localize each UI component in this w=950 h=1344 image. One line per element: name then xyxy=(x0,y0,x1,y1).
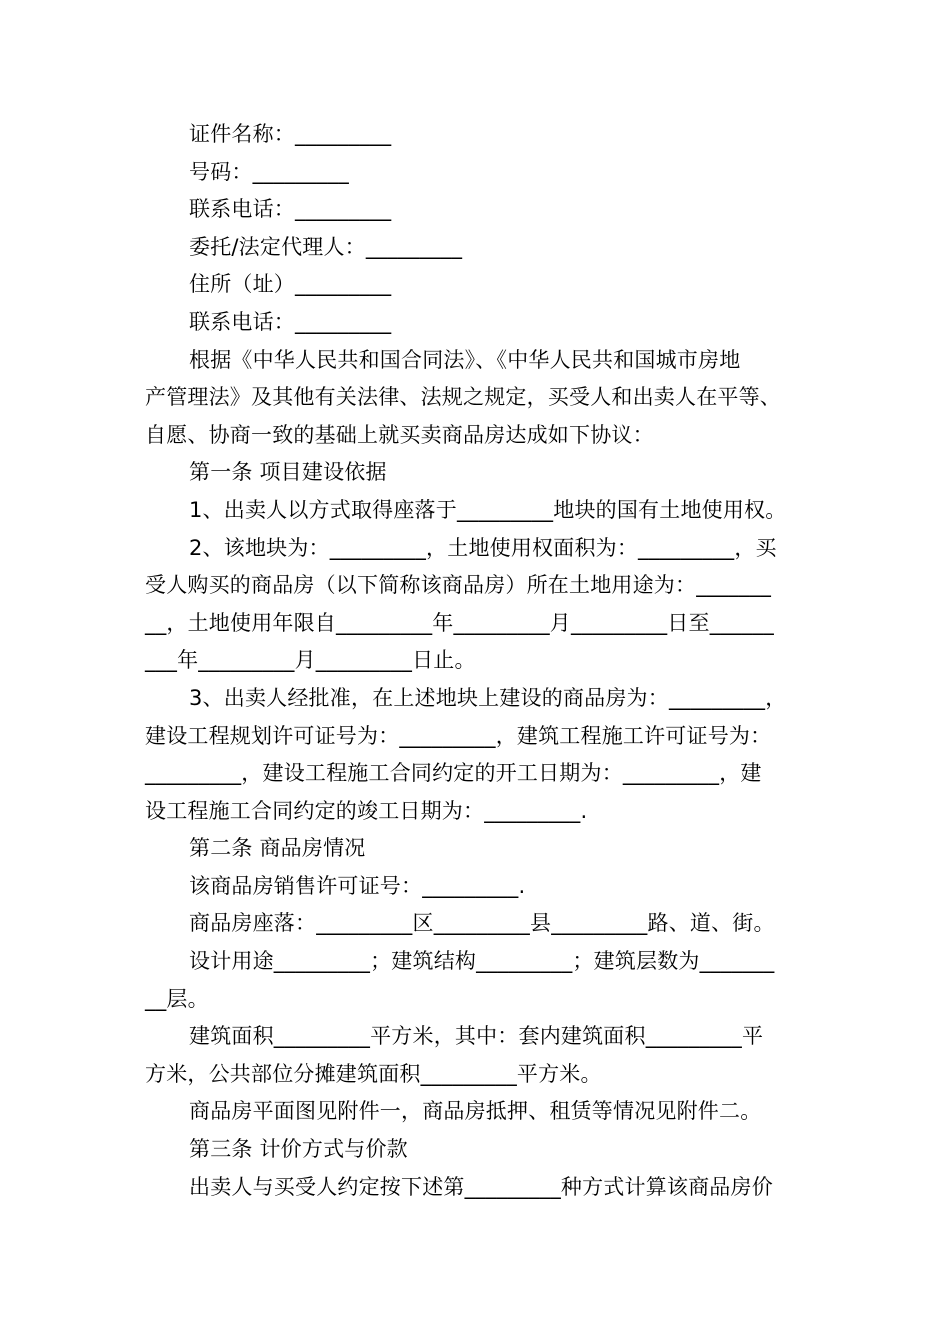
text-line: 建设工程规划许可证号为：_________，建筑工程施工许可证号为： xyxy=(145,723,772,748)
text-line: __，土地使用年限自_________年_________月_________日至______ xyxy=(145,610,774,635)
text-line: 设计用途_________；建筑结构_________；建筑层数为_______ xyxy=(189,949,775,974)
text-line: 2、该地块为：_________，土地使用权面积为：_________，买 xyxy=(189,535,777,560)
document-body xyxy=(145,116,810,1206)
text-line: 设工程施工合同约定的竣工日期为：_________. xyxy=(145,798,588,823)
text-line: 商品房平面图见附件一，商品房抵押、租赁等情况见附件二。 xyxy=(189,1099,762,1124)
text-line: 1、出卖人以方式取得座落于_________地块的国有土地使用权。 xyxy=(189,497,787,522)
text-line: 根据《中华人民共和国合同法》、《中华人民共和国城市房地 xyxy=(189,347,741,372)
text-line: 该商品房销售许可证号：_________. xyxy=(189,873,526,898)
text-line: 产管理法》及其他有关法律、法规之规定，买受人和出卖人在平等、 xyxy=(145,385,781,410)
text-line: 方米，公共部位分摊建筑面积_________平方米。 xyxy=(145,1061,602,1086)
text-line: 商品房座落：_________区_________县_________路、道、街。 xyxy=(189,911,775,936)
text-line: 第三条 计价方式与价款 xyxy=(189,1137,408,1162)
text-line: 号码：_________ xyxy=(189,159,349,184)
text-line: 建筑面积_________平方米，其中：套内建筑面积_________平 xyxy=(189,1024,764,1049)
text-line: 联系电话：_________ xyxy=(189,309,392,334)
text-line: 住所（址）_________ xyxy=(189,272,392,297)
text-line: __层。 xyxy=(145,986,209,1011)
text-line: 第一条 项目建设依据 xyxy=(189,460,387,485)
text-line: 证件名称：_________ xyxy=(189,122,392,146)
text-line: 3、出卖人经批准，在上述地块上建设的商品房为：_________， xyxy=(189,685,787,710)
text-line: 联系电话：_________ xyxy=(189,197,392,222)
text-line: 受人购买的商品房（以下简称该商品房）所在土地用途为：_______ xyxy=(145,573,772,598)
text-line: 自愿、协商一致的基础上就买卖商品房达成如下协议： xyxy=(145,422,654,447)
text-line: 委托/法定代理人：_________ xyxy=(189,234,463,259)
text-line: 第二条 商品房情况 xyxy=(189,836,366,861)
text-line: ___年_________月_________日止。 xyxy=(145,648,476,673)
text-line: _________，建设工程施工合同约定的开工日期为：_________，建 xyxy=(145,761,762,786)
text-line: 出卖人与买受人约定按下述第_________种方式计算该商品房价 xyxy=(189,1174,773,1199)
